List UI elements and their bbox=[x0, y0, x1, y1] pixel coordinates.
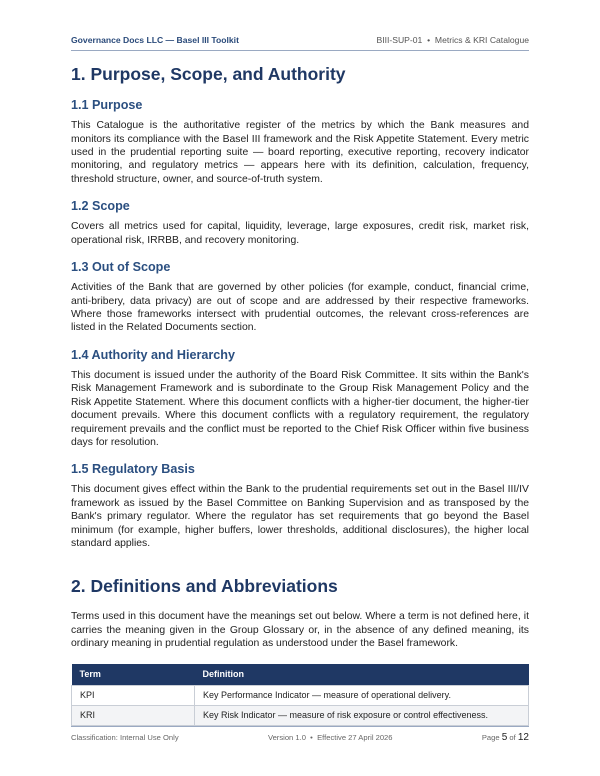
section-1-title: 1. Purpose, Scope, and Authority bbox=[71, 64, 346, 84]
table-row bbox=[72, 685, 529, 705]
page-content bbox=[71, 64, 529, 726]
header-doc-code: BIII-SUP-01 bbox=[376, 35, 423, 45]
table-cell-definition: Key Risk Indicator — measure of risk exposure or control effectiveness. bbox=[195, 705, 529, 725]
page-prefix: Page bbox=[481, 732, 500, 742]
footer-version-info bbox=[268, 733, 393, 742]
page-total: 12 bbox=[517, 731, 529, 743]
footer-effective-date: Effective 27 April 2026 bbox=[317, 732, 393, 742]
header-doc-title: Metrics & KRI Catalogue bbox=[434, 35, 529, 45]
section-2-intro: Terms used in this document have the meanings set out below. Where a term is not defined here, it carries the meaning given in the Group Glossary or, in the absence of any defined meaning, its ordinary meaning in prudential regulation as understood under the Basel framework. bbox=[71, 611, 529, 650]
page-current: 5 bbox=[501, 731, 508, 743]
footer-page-number bbox=[482, 732, 529, 743]
subsection-1-5-heading: 1.5 Regulatory Basis bbox=[71, 462, 195, 477]
subsection-1-1-heading: 1.1 Purpose bbox=[71, 98, 143, 112]
table-cell-term: KPI bbox=[72, 685, 195, 705]
subsection-1-3-heading: 1.3 Out of Scope bbox=[71, 260, 171, 275]
subsection-1-4-text: This document is issued under the authority of the Board Risk Committee. It sits within the Bank's Risk Management Framework and is subordinate to the Group Risk Management Policy and the Risk Appetite Statement. Where this document conflicts with a higher-tier document, the higher-tier document prevails. Where this document conflicts with a regulatory requirement, the regulatory requirement prevails and the conflict must be reported to the Chief Risk Officer within five business days for resolution. bbox=[71, 369, 529, 448]
header-doc-ref bbox=[376, 35, 529, 45]
subsection-1-1-text: This Catalogue is the authoritative register of the metrics by which the Bank measures and monitors its compliance with the Basel III framework and the Risk Appetite Statement. Every metric used in the prudential reporting suite — board reporting, executive reporting, recovery indicator monitoring, and regulatory metrics — appears here with its definition, calculation, frequency, threshold structure, owner, and source-of-truth system. bbox=[71, 120, 529, 185]
subsection-1-2-text: Covers all metrics used for capital, liquidity, leverage, large exposures, credit risk, market risk, operational risk, IRRBB, and recovery monitoring. bbox=[71, 221, 529, 246]
section-2-title: 2. Definitions and Abbreviations bbox=[71, 576, 338, 597]
subsection-1-4-heading: 1.4 Authority and Hierarchy bbox=[71, 347, 235, 362]
footer-version: Version 1.0 bbox=[267, 732, 306, 742]
table-header-term: Term bbox=[72, 664, 195, 686]
page-of: of bbox=[509, 732, 516, 742]
table-cell-definition: Key Performance Indicator — measure of operational delivery. bbox=[195, 685, 529, 705]
header-separator: • bbox=[427, 35, 431, 45]
footer-classification: Classification: Internal Use Only bbox=[71, 732, 179, 742]
header-brand: Governance Docs LLC — Basel III Toolkit bbox=[71, 35, 239, 45]
definitions-table bbox=[71, 664, 529, 726]
table-header-row bbox=[72, 664, 529, 686]
table-header-definition: Definition bbox=[195, 664, 529, 686]
subsection-1-5-text: This document gives effect within the Bank to the prudential requirements set out in the Basel III/IV framework as issued by the Basel Committee on Banking Supervision and as transposed by the Bank's primary regulator. Where the regulator has set requirements that go beyond the Basel minimum (for example, higher buffers, lower thresholds, additional disclosures), the higher local standard applies. bbox=[71, 484, 529, 550]
page-footer bbox=[71, 726, 529, 747]
footer-separator: • bbox=[310, 732, 313, 742]
subsection-1-2-heading: 1.2 Scope bbox=[71, 199, 130, 214]
subsection-1-3-text: Activities of the Bank that are governed by other policies (for example, conduct, financial crime, anti-bribery, data privacy) are out of scope and are addressed by their respective frameworks. Where those frameworks intersect with prudential outcomes, the relevant cross-references are listed in the Related Documents section. bbox=[71, 282, 529, 334]
table-cell-term: KRI bbox=[72, 705, 195, 725]
page-header bbox=[71, 30, 529, 51]
table-row bbox=[72, 705, 529, 725]
